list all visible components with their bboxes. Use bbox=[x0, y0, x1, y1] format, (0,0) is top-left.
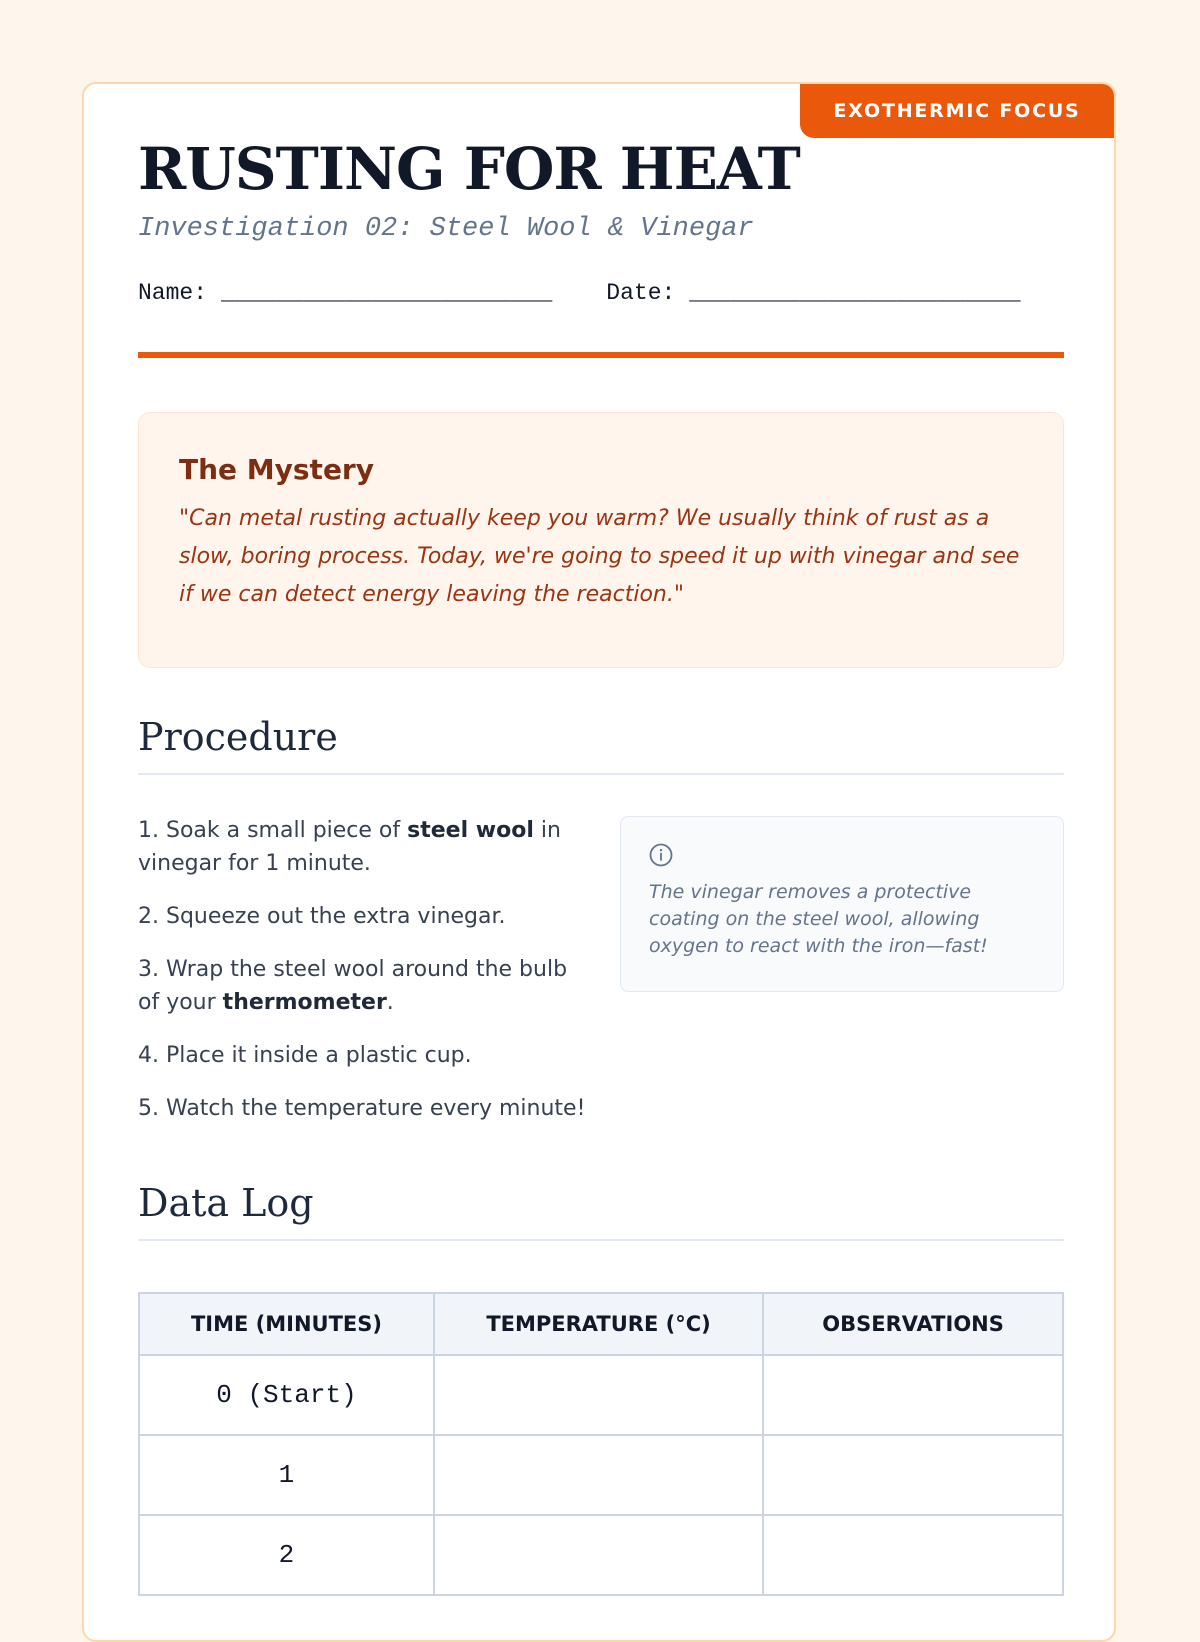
mystery-callout bbox=[138, 412, 1064, 668]
data-log-table bbox=[138, 1292, 1064, 1596]
table-row bbox=[139, 1355, 1063, 1435]
data-log-heading: Data Log bbox=[138, 1181, 314, 1225]
column-header-observations: OBSERVATIONS bbox=[763, 1293, 1063, 1355]
procedure-step: 5. Watch the temperature every minute! bbox=[138, 1096, 586, 1121]
procedure-step: 4. Place it inside a plastic cup. bbox=[138, 1043, 472, 1068]
temperature-cell[interactable] bbox=[434, 1355, 763, 1435]
procedure-step: 2. Squeeze out the extra vinegar. bbox=[138, 904, 506, 929]
science-note bbox=[620, 816, 1064, 992]
name-label: Name: bbox=[138, 280, 208, 306]
temperature-cell[interactable] bbox=[434, 1435, 763, 1515]
table-row bbox=[139, 1515, 1063, 1595]
column-header-time: TIME (MINUTES) bbox=[139, 1293, 434, 1355]
column-header-temperature: TEMPERATURE (°C) bbox=[434, 1293, 763, 1355]
procedure-step: 3. Wrap the steel wool around the bulb of your thermometer. bbox=[138, 957, 568, 1015]
time-cell: 0 (Start) bbox=[139, 1355, 434, 1435]
header-divider bbox=[138, 352, 1064, 358]
mystery-heading: The Mystery bbox=[179, 453, 374, 486]
page-title: RUSTING FOR HEAT bbox=[138, 135, 800, 203]
name-date-row bbox=[138, 280, 1021, 306]
name-blank[interactable]: ________________________ bbox=[221, 280, 553, 306]
time-cell: 2 bbox=[139, 1515, 434, 1595]
procedure-steps bbox=[138, 814, 588, 1145]
date-label: Date: bbox=[606, 280, 676, 306]
mystery-text: "Can metal rusting actually keep you warm? We usually think of rust as a slow, boring process. Today, we're going to speed it up with vinegar and see if we can detect energy leaving the reaction." bbox=[179, 506, 1020, 607]
observations-cell[interactable] bbox=[763, 1515, 1063, 1595]
science-note-text: The vinegar removes a protective coating on the steel wool, allowing oxygen to react with the iron—fast! bbox=[649, 881, 988, 957]
procedure-divider bbox=[138, 773, 1064, 775]
name-field[interactable] bbox=[138, 280, 552, 306]
procedure-heading: Procedure bbox=[138, 715, 338, 759]
date-blank[interactable]: ________________________ bbox=[689, 280, 1021, 306]
date-field[interactable] bbox=[606, 280, 1020, 306]
time-cell: 1 bbox=[139, 1435, 434, 1515]
table-header-row bbox=[139, 1293, 1063, 1355]
table-row bbox=[139, 1435, 1063, 1515]
observations-cell[interactable] bbox=[763, 1435, 1063, 1515]
observations-cell[interactable] bbox=[763, 1355, 1063, 1435]
data-log-divider bbox=[138, 1239, 1064, 1241]
page-subtitle: Investigation 02: Steel Wool & Vinegar bbox=[138, 214, 754, 244]
info-icon bbox=[649, 843, 673, 867]
exothermic-focus-badge: EXOTHERMIC FOCUS bbox=[800, 84, 1114, 138]
worksheet-card bbox=[82, 82, 1116, 1642]
procedure-step: 1. Soak a small piece of steel wool in vinegar for 1 minute. bbox=[138, 818, 561, 876]
temperature-cell[interactable] bbox=[434, 1515, 763, 1595]
